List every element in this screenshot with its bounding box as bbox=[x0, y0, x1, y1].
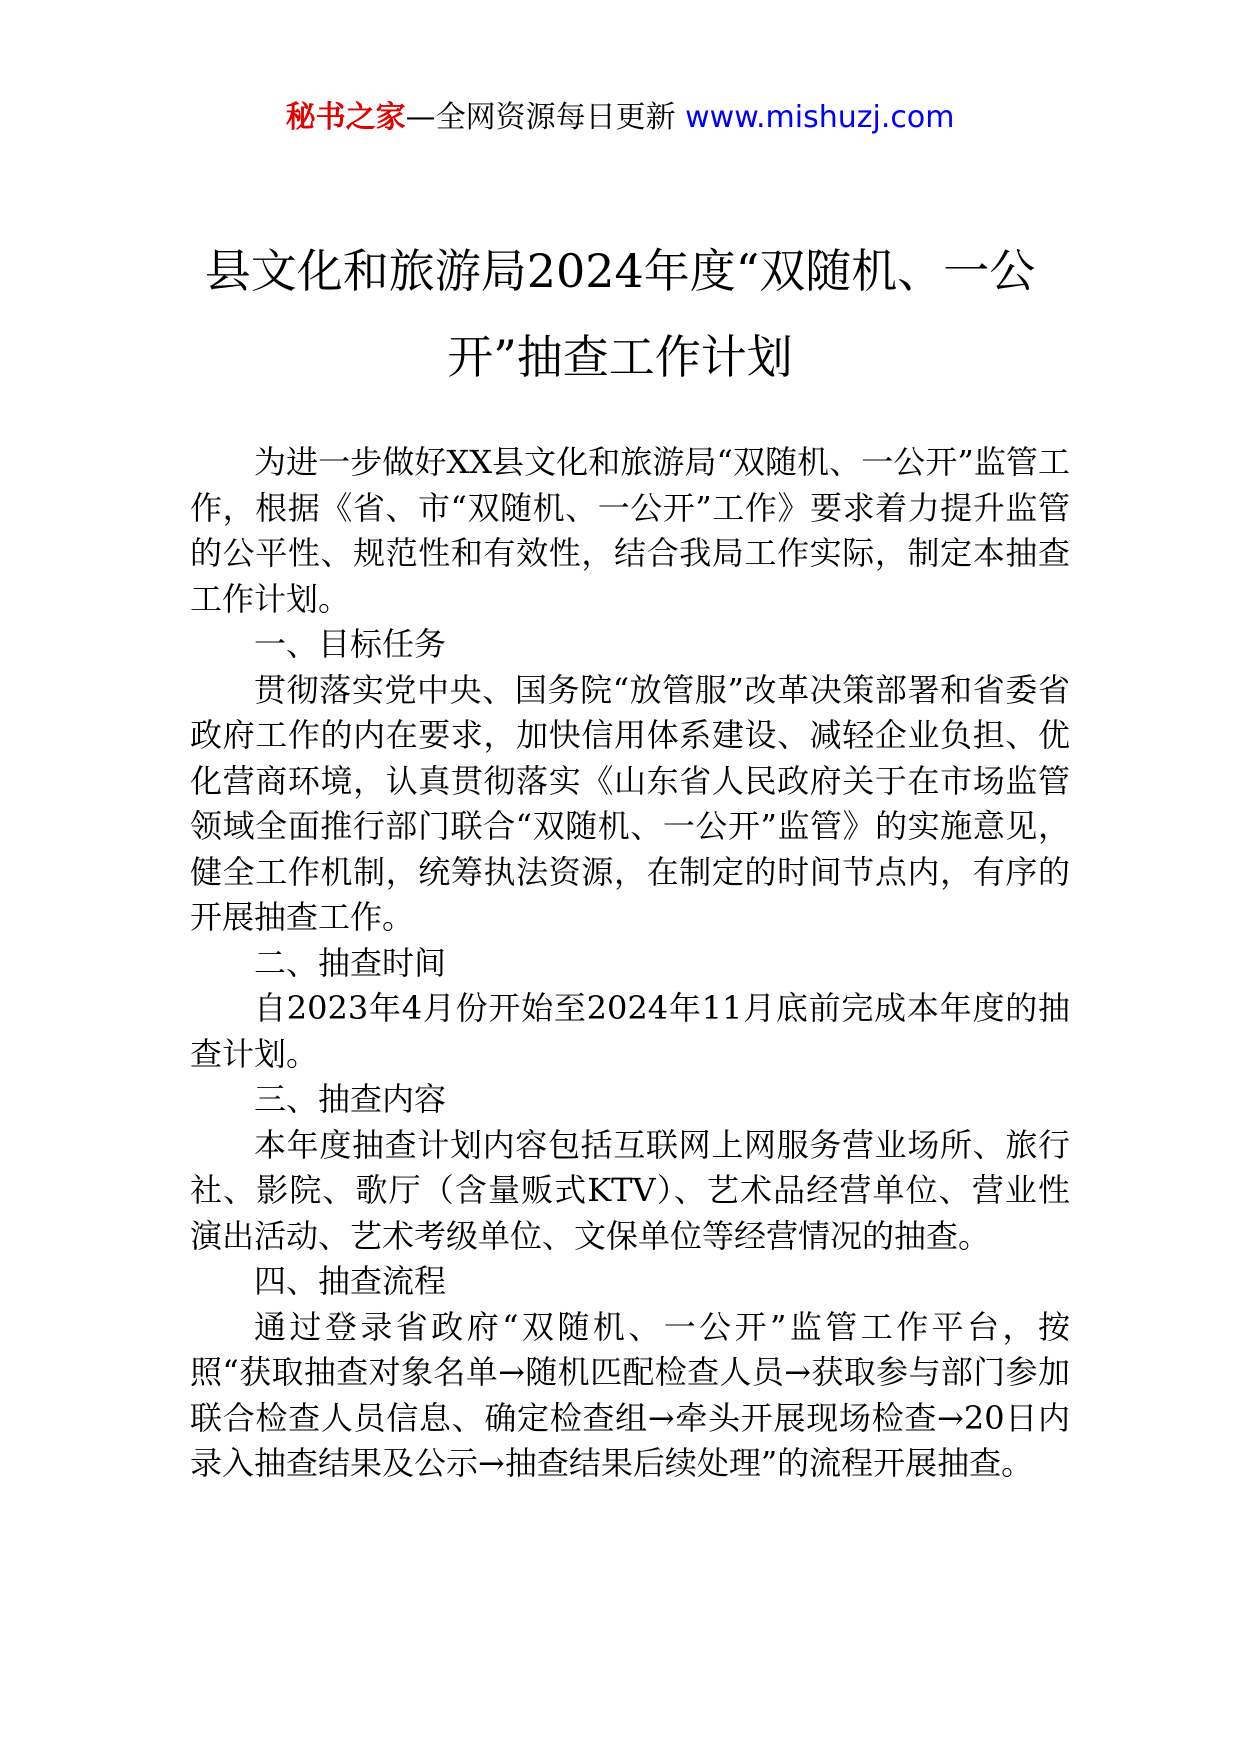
document-title bbox=[180, 228, 1060, 400]
slogan: —全网资源每日更新 bbox=[405, 100, 686, 135]
document-body bbox=[190, 440, 1070, 1487]
section-heading-goals: 一、目标任务 bbox=[254, 625, 447, 663]
title-line-1: 县文化和旅游局2024年度“双随机、一公 bbox=[204, 244, 1036, 298]
title-line-2: 开”抽查工作计划 bbox=[447, 330, 793, 384]
section-text-content: 本年度抽查计划内容包括互联网上网服务营业场所、旅行社、影院、歌厅（含量贩式KTV）、艺术品经营单位、营业性演出活动、艺术考级单位、文保单位等经营情况的抽查。 bbox=[190, 1125, 1070, 1255]
site-header bbox=[0, 98, 1240, 138]
site-url-link[interactable]: www.mishuzj.com bbox=[685, 100, 955, 135]
section-heading-time: 二、抽查时间 bbox=[254, 943, 447, 982]
section-text-goals: 贯彻落实党中央、国务院“放管服”改革决策部署和省委省政府工作的内在要求，加快信用体系建设、减轻企业负担、优化营商环境，认真贯彻落实《山东省人民政府关于在市场监管领域全面推行部门联合“双随机、一公开”监管》的实施意见，健全工作机制，统筹执法资源，在制定的时间节点内，有序的开展抽查工作。 bbox=[190, 670, 1070, 936]
intro-paragraph: 为进一步做好XX县文化和旅游局“双随机、一公开”监管工作，根据《省、市“双随机、一公开”工作》要求着力提升监管的公平性、规范性和有效性，结合我局工作实际，制定本抽查工作计划。 bbox=[190, 443, 1070, 618]
brand-name: 秘书之家 bbox=[285, 100, 406, 135]
section-text-process: 通过登录省政府“双随机、一公开”监管工作平台，按照“获取抽查对象名单→随机匹配检查人员→获取参与部门参加联合检查人员信息、确定检查组→牵头开展现场检查→20日内录入抽查结果及公示→抽查结果后续处理”的流程开展抽查。 bbox=[190, 1307, 1070, 1482]
section-text-time: 自2023年4月份开始至2024年11月底前完成本年度的抽查计划。 bbox=[190, 989, 1070, 1073]
section-heading-process: 四、抽查流程 bbox=[254, 1262, 447, 1300]
section-heading-content: 三、抽查内容 bbox=[254, 1080, 447, 1118]
